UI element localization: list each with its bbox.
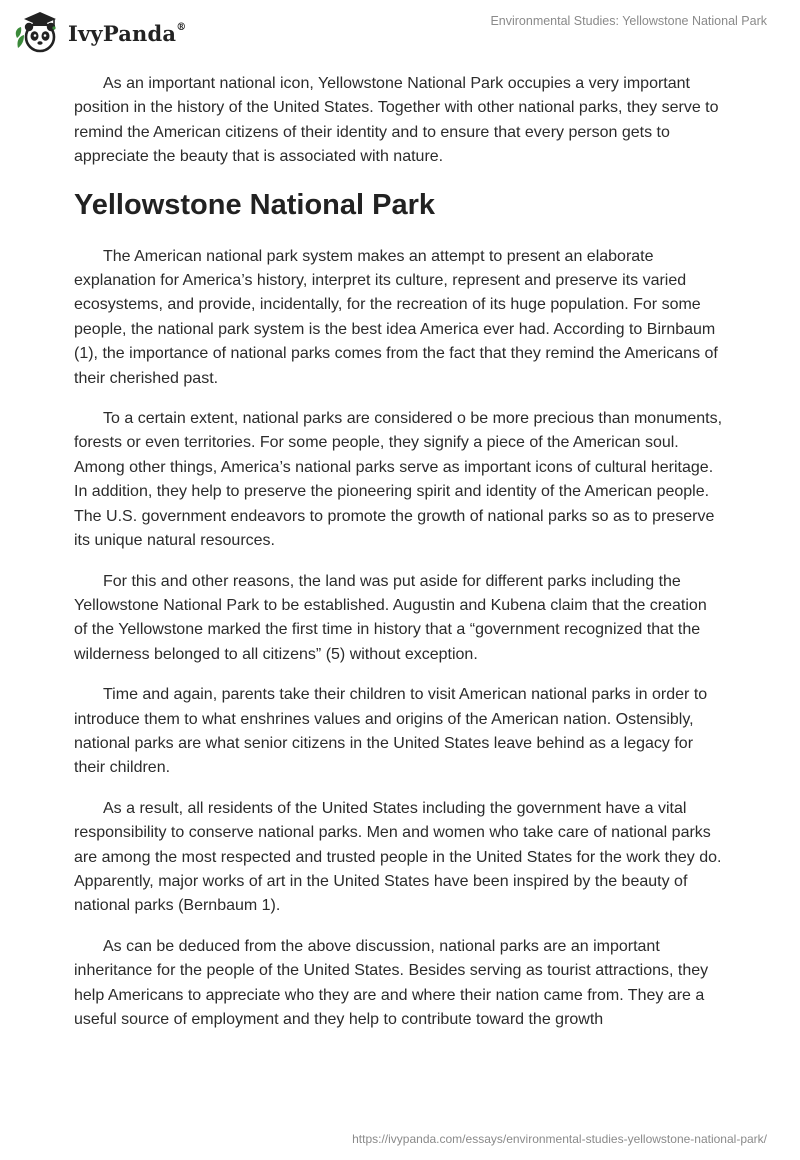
ivypanda-logo[interactable] <box>14 8 186 54</box>
brand-name: IvyPanda® <box>68 20 187 46</box>
page-header <box>0 0 800 64</box>
source-url[interactable]: https://ivypanda.com/essays/environmental-studies-yellowstone-national-park/ <box>352 1132 767 1146</box>
body-paragraph: As can be deduced from the above discussion, national parks are an important inheritance for the people of the United States. Besides serving as tourist attractions, they help Americans to appreciate who they are and where their nation came from. They are a useful source of employment and they help to contribute toward the growth <box>74 937 709 1028</box>
registered-mark: ® <box>176 21 187 33</box>
panda-graduate-icon <box>14 8 62 54</box>
body-paragraph: For this and other reasons, the land was put aside for different parks including the Yellowstone National Park to be established. Augustin and Kubena claim that the creation of the Yellowstone marked the first time in history that a “government recognized that the wilderness belonged to all citizens” (5) without exception. <box>74 572 707 663</box>
essay-body <box>74 72 724 1048</box>
intro-paragraph: As an important national icon, Yellowstone National Park occupies a very important position in the history of the United States. Together with other national parks, they serve to remind the American citizens of their identity and to ensure that every person gets to appreciate the beauty that is associated with nature. <box>74 75 719 166</box>
body-paragraph: Time and again, parents take their children to visit American national parks in order to introduce them to what enshrines values and origins of the American nation. Ostensibly, national parks are what senior citizens in the United States leave behind as a legacy for their children. <box>74 686 708 777</box>
body-paragraph: The American national park system makes an attempt to present an elaborate explanation for America’s history, interpret its culture, represent and preserve its varied ecosystems, and provide, incidentally, for the recreation of its huge population. For some people, the national park system is the best idea America ever had. According to Birnbaum (1), the importance of national parks comes from the fact that they remind the Americans of their cherished past. <box>74 247 718 387</box>
document-title: Environmental Studies: Yellowstone National Park <box>490 14 767 28</box>
section-heading: Yellowstone National Park <box>74 188 435 221</box>
body-paragraph: As a result, all residents of the United States including the government have a vital responsibility to conserve national parks. Men and women who take care of national parks are among the most respected and trusted people in the United States for the work they do. Apparently, major works of art in the United States have been inspired by the beauty of national parks (Bernbaum 1). <box>74 799 722 915</box>
body-paragraph: To a certain extent, national parks are considered o be more precious than monuments, forests or even territories. For some people, they signify a piece of the American soul. Among other things, America’s national parks serve as important icons of cultural heritage. In addition, they help to preserve the pioneering spirit and identity of the American people. The U.S. government endeavors to promote the growth of national parks so as to preserve its unique natural resources. <box>74 410 723 550</box>
